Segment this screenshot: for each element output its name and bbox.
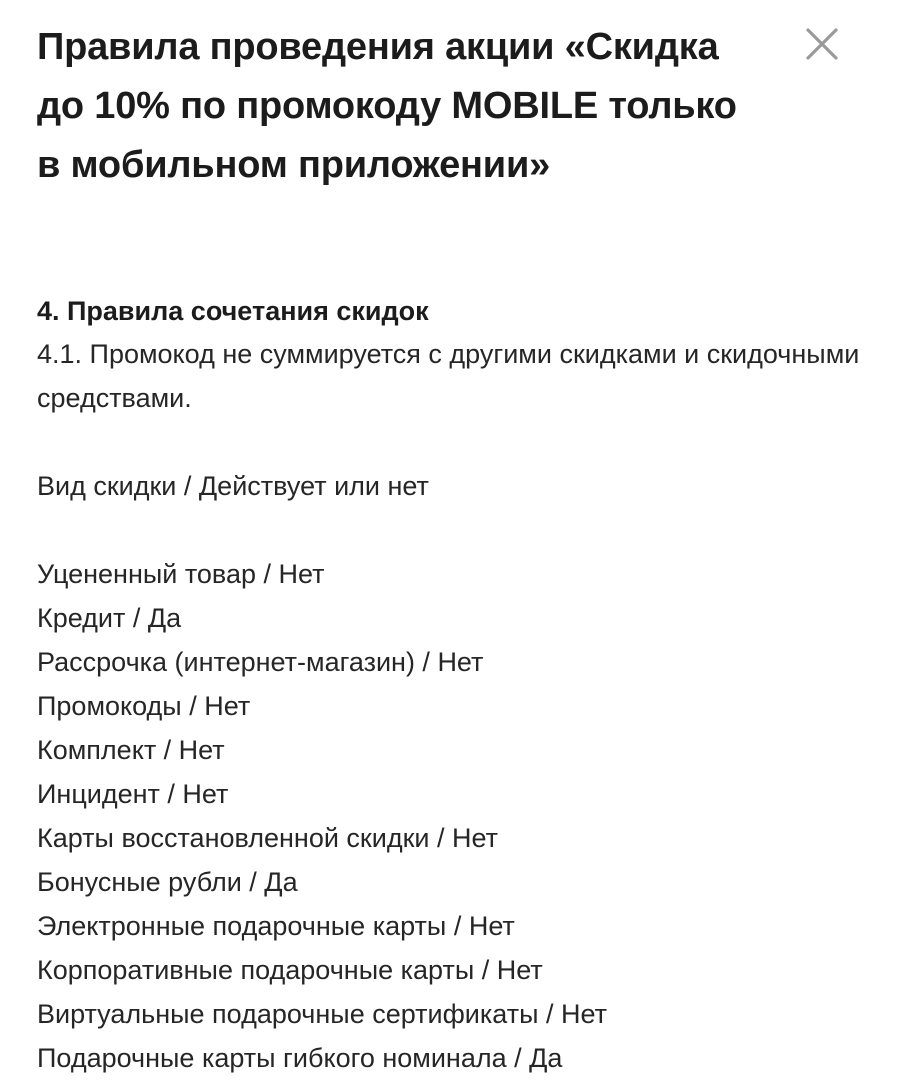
discount-item: Электронные подарочные карты / Нет [37, 911, 515, 941]
rule-paragraph: 4.1. Промокод не суммируется с другими скидками и скидочными средствами. [37, 339, 860, 413]
close-button[interactable] [800, 22, 844, 66]
rules-content [37, 289, 877, 1080]
discount-item: Рассрочка (интернет-магазин) / Нет [37, 647, 484, 677]
section-heading: 4. Правила сочетания скидок [37, 296, 429, 326]
discount-item: Виртуальные подарочные сертификаты / Нет [37, 999, 607, 1029]
discount-item: Уцененный товар / Нет [37, 559, 325, 589]
discount-item: Инцидент / Нет [37, 779, 229, 809]
discount-item: Карты восстановленной скидки / Нет [37, 823, 498, 853]
discount-item: Подарочные карты гибкого номинала / Да [37, 1043, 563, 1073]
discount-item: Корпоративные подарочные карты / Нет [37, 955, 543, 985]
modal-title: Правила проведения акции «Скидка до 10% по промокоду MOBILE только в мобильном приложении» [37, 26, 737, 186]
discount-item: Бонусные рубли / Да [37, 867, 298, 897]
discount-item: Промокоды / Нет [37, 691, 251, 721]
discount-list [37, 552, 877, 1080]
discount-item: Кредит / Да [37, 603, 182, 633]
discount-table-header: Вид скидки / Действует или нет [37, 471, 429, 501]
discount-item: Комплект / Нет [37, 735, 225, 765]
close-icon [800, 22, 844, 66]
